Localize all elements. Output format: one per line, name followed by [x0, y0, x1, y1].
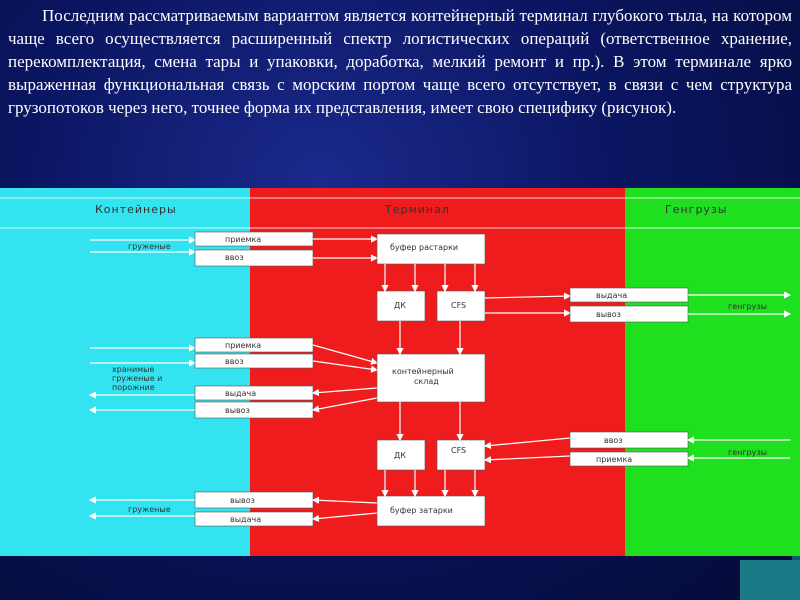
intro-text: [8, 4, 792, 119]
label-export-bottom: вывоз: [230, 496, 255, 505]
box-issue-right: [570, 288, 688, 302]
label-buffer-unload: буфер растарки: [390, 243, 459, 252]
box-export-mid: [195, 402, 313, 418]
label-storage-3: порожние: [112, 383, 155, 392]
label-import-right: ввоз: [604, 436, 623, 445]
corner-decoration: [740, 560, 800, 600]
label-storage-1: хранимые: [112, 365, 155, 374]
label-receive-mid: приемка: [225, 341, 262, 350]
label-export-right: вывоз: [596, 310, 621, 319]
label-issue-mid: выдача: [225, 389, 257, 398]
label-loaded-bottom: груженые: [128, 505, 171, 514]
zone-label-containers: Контейнеры: [95, 203, 177, 216]
label-dk-bottom: ДК: [394, 451, 406, 460]
label-export-mid: вывоз: [225, 406, 250, 415]
label-warehouse-2: склад: [414, 377, 439, 386]
terminal-flow-diagram: [0, 188, 800, 556]
label-import-mid: ввоз: [225, 357, 244, 366]
label-storage-2: груженые и: [112, 374, 163, 383]
zone-label-terminal: Терминал: [385, 203, 450, 216]
label-general-top: генгрузы: [728, 302, 767, 311]
label-receive-right: приемка: [596, 455, 633, 464]
label-buffer-load: буфер затарки: [390, 506, 453, 515]
box-cfs-bottom: [437, 440, 485, 470]
label-import-top: ввоз: [225, 253, 244, 262]
label-receive-top: приемка: [225, 235, 262, 244]
label-general-bottom: генгрузы: [728, 448, 767, 457]
label-cfs-bottom: CFS: [451, 446, 467, 455]
box-import-mid: [195, 354, 313, 368]
zone-general: [625, 188, 800, 556]
box-export-right: [570, 306, 688, 322]
zone-label-general: Генгрузы: [665, 203, 728, 216]
label-cfs-top: CFS: [451, 301, 467, 310]
label-warehouse-1: контейнерный: [392, 367, 454, 376]
intro-paragraph: Последним рассматриваемым вариантом является контейнерный терминал глубокого тыла, на котором чаще всего осуществляется расширенный спектр логистических операций (ответственное хранение, перекомплектация, смена тары и упаковки, доработка, мелкий ремонт и пр.). В этом терминале ярко выраженная функциональная связь с морским портом чаще всего отсутствует, в связи с чем структура грузопотоков через него, точнее форма их представления, имеет свою специфику (рисунок).: [8, 6, 792, 117]
box-import-top: [195, 250, 313, 266]
label-loaded-top: груженые: [128, 242, 171, 251]
box-import-right: [570, 432, 688, 448]
label-dk-top: ДК: [394, 301, 406, 310]
label-issue-bottom: выдача: [230, 515, 262, 524]
label-issue-right: выдача: [596, 291, 628, 300]
